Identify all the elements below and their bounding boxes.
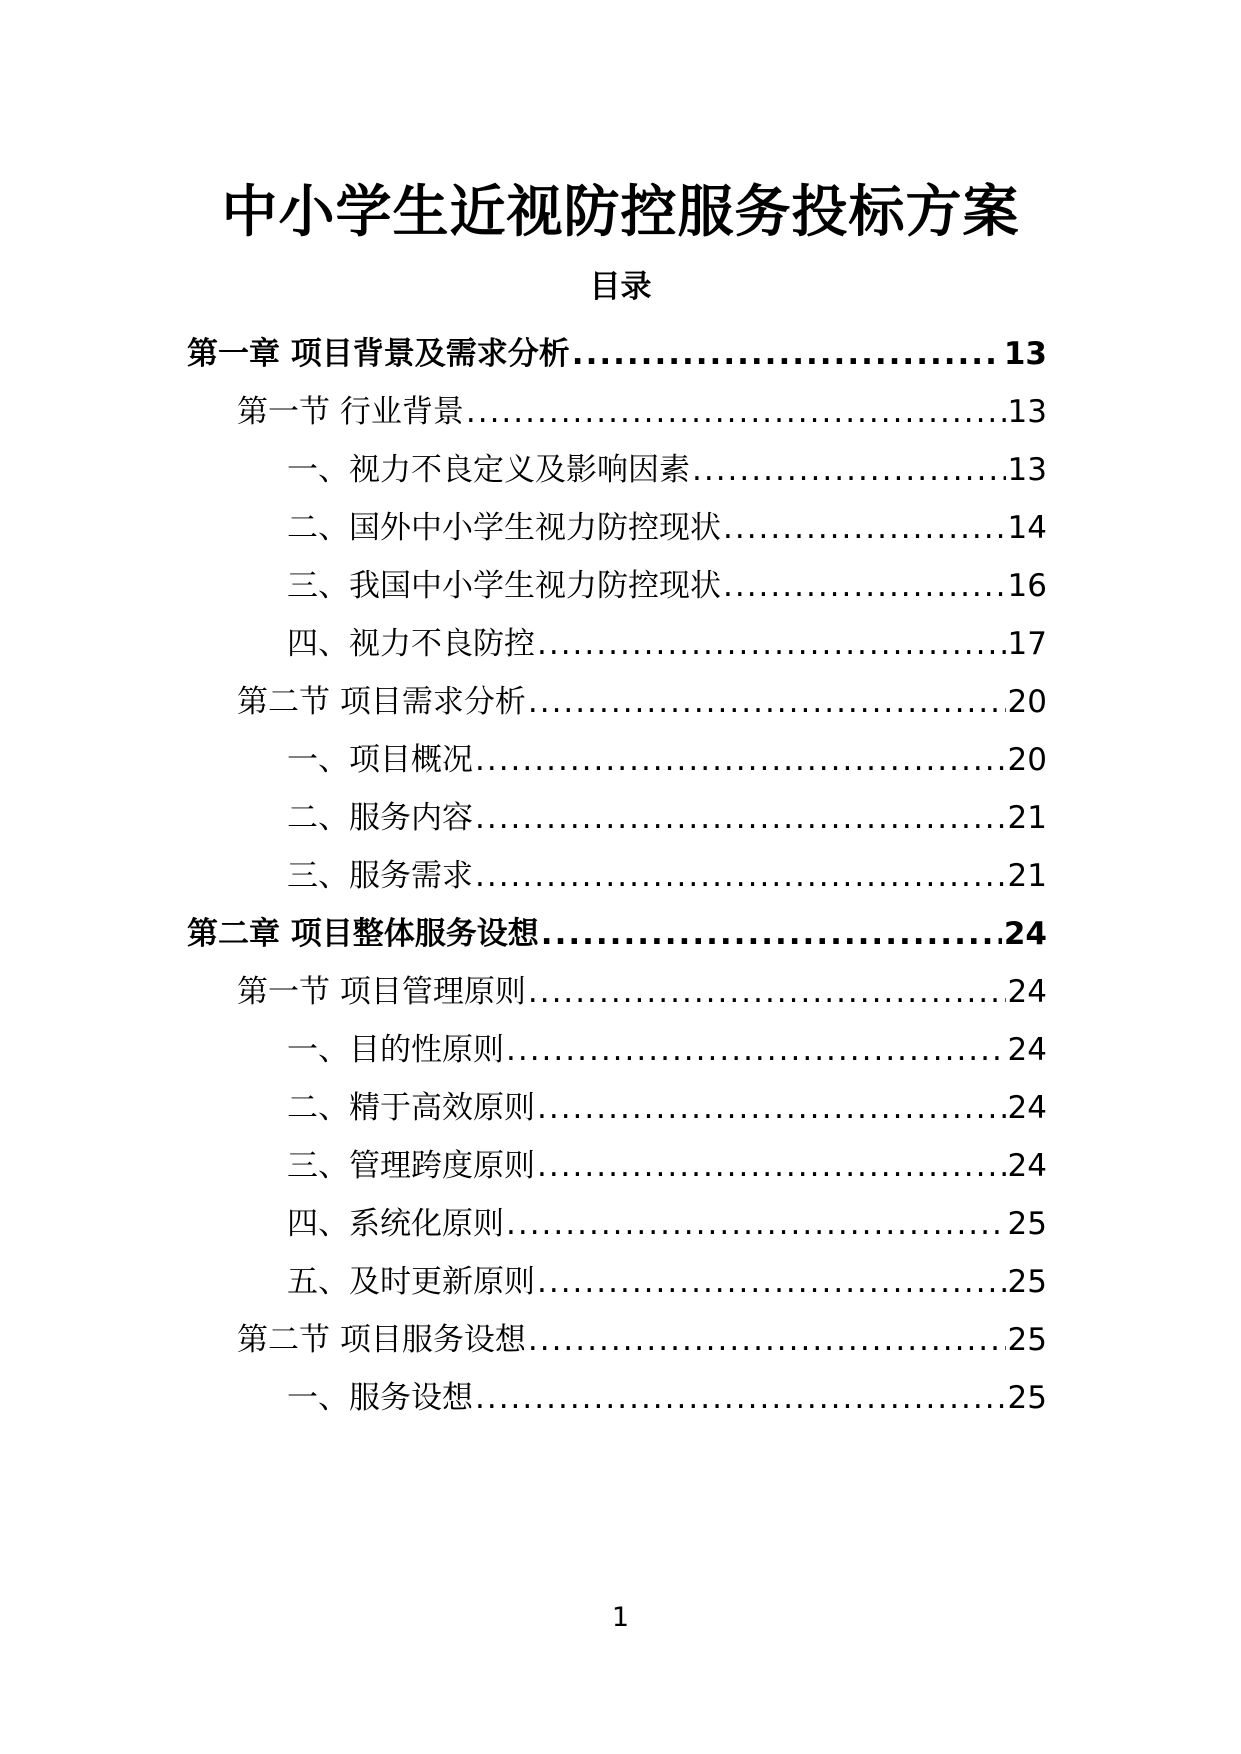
toc-entry-chapter[interactable] bbox=[187, 910, 1047, 958]
toc-entry-page: 14 bbox=[1007, 510, 1047, 546]
toc-leader bbox=[537, 1142, 1006, 1190]
toc-entry-text: 三、我国中小学生视力防控现状 bbox=[287, 568, 721, 604]
toc-entry-text: 二、国外中小学生视力防控现状 bbox=[287, 510, 721, 546]
toc-leader bbox=[723, 504, 1006, 552]
toc-entry-subsection[interactable] bbox=[287, 504, 1047, 552]
toc-entry-page: 24 bbox=[1003, 916, 1047, 952]
toc-leader bbox=[692, 446, 1006, 494]
toc-entry-text: 一、目的性原则 bbox=[287, 1032, 504, 1068]
toc-entry-page: 24 bbox=[1007, 1090, 1047, 1126]
toc-leader bbox=[506, 1200, 1006, 1248]
toc-entry-text: 三、管理跨度原则 bbox=[287, 1148, 535, 1184]
toc-leader bbox=[506, 1026, 1006, 1074]
toc-heading: 目录 bbox=[589, 269, 652, 305]
toc-entry-page: 20 bbox=[1007, 684, 1047, 720]
toc-leader bbox=[466, 388, 1006, 436]
toc-entry-text: 三、服务需求 bbox=[287, 858, 473, 894]
toc-entry-text: 第二节 项目需求分析 bbox=[237, 684, 526, 720]
toc-leader bbox=[475, 736, 1006, 784]
toc-entry-text: 四、系统化原则 bbox=[287, 1206, 504, 1242]
toc-entry-page: 13 bbox=[1007, 394, 1047, 430]
toc-leader bbox=[475, 852, 1006, 900]
toc-leader bbox=[537, 1258, 1006, 1306]
toc-entry-text: 第一节 项目管理原则 bbox=[237, 974, 526, 1010]
toc-entry-text: 一、项目概况 bbox=[287, 742, 473, 778]
toc-leader bbox=[723, 562, 1006, 610]
document-title: 中小学生近视防控服务投标方案 bbox=[221, 180, 1020, 245]
page-number: 1 bbox=[611, 1602, 630, 1633]
toc-entry-page: 25 bbox=[1007, 1380, 1047, 1416]
toc-entry-page: 24 bbox=[1007, 974, 1047, 1010]
toc-entry-subsection[interactable] bbox=[287, 1258, 1047, 1306]
toc-entry-subsection[interactable] bbox=[287, 446, 1047, 494]
toc-entry-text: 四、视力不良防控 bbox=[287, 626, 535, 662]
toc-entry-subsection[interactable] bbox=[287, 620, 1047, 668]
toc-entry-chapter[interactable] bbox=[187, 330, 1047, 378]
toc-entry-text: 第一节 行业背景 bbox=[237, 394, 464, 430]
toc-leader bbox=[537, 1084, 1006, 1132]
toc-entry-text: 第一章 项目背景及需求分析 bbox=[187, 336, 570, 372]
toc-entry-text: 一、视力不良定义及影响因素 bbox=[287, 452, 690, 488]
toc-leader bbox=[475, 1374, 1006, 1422]
toc-leader bbox=[572, 330, 1002, 378]
toc-entry-subsection[interactable] bbox=[287, 1200, 1047, 1248]
toc-entry-page: 20 bbox=[1007, 742, 1047, 778]
toc-entry-section[interactable] bbox=[237, 968, 1047, 1016]
toc-entry-subsection[interactable] bbox=[287, 562, 1047, 610]
toc-entry-text: 二、服务内容 bbox=[287, 800, 473, 836]
toc-entry-subsection[interactable] bbox=[287, 1374, 1047, 1422]
toc-entry-text: 第二章 项目整体服务设想 bbox=[187, 916, 539, 952]
toc-entry-page: 17 bbox=[1007, 626, 1047, 662]
toc-leader bbox=[537, 620, 1006, 668]
toc-leader bbox=[528, 1316, 1006, 1364]
toc-entry-page: 25 bbox=[1007, 1206, 1047, 1242]
toc-leader bbox=[475, 794, 1006, 842]
toc-leader bbox=[541, 910, 1002, 958]
toc-entry-page: 25 bbox=[1007, 1264, 1047, 1300]
toc-entry-section[interactable] bbox=[237, 678, 1047, 726]
toc-entry-subsection[interactable] bbox=[287, 794, 1047, 842]
toc-entry-text: 第二节 项目服务设想 bbox=[237, 1322, 526, 1358]
toc-entry-subsection[interactable] bbox=[287, 736, 1047, 784]
toc-entry-subsection[interactable] bbox=[287, 1084, 1047, 1132]
toc-entry-page: 21 bbox=[1007, 858, 1047, 894]
toc-entry-subsection[interactable] bbox=[287, 1142, 1047, 1190]
toc-leader bbox=[528, 678, 1006, 726]
toc-entry-text: 五、及时更新原则 bbox=[287, 1264, 535, 1300]
toc-entry-text: 一、服务设想 bbox=[287, 1380, 473, 1416]
toc-entry-page: 13 bbox=[1007, 452, 1047, 488]
toc-entry-page: 24 bbox=[1007, 1032, 1047, 1068]
toc-entry-page: 13 bbox=[1003, 336, 1047, 372]
toc-entry-section[interactable] bbox=[237, 1316, 1047, 1364]
toc-entry-section[interactable] bbox=[237, 388, 1047, 436]
toc-entry-subsection[interactable] bbox=[287, 852, 1047, 900]
toc-leader bbox=[528, 968, 1006, 1016]
toc-entry-text: 二、精于高效原则 bbox=[287, 1090, 535, 1126]
toc-entry-page: 16 bbox=[1007, 568, 1047, 604]
toc-entry-page: 24 bbox=[1007, 1148, 1047, 1184]
toc-entry-page: 25 bbox=[1007, 1322, 1047, 1358]
toc-entry-page: 21 bbox=[1007, 800, 1047, 836]
toc-entry-subsection[interactable] bbox=[287, 1026, 1047, 1074]
